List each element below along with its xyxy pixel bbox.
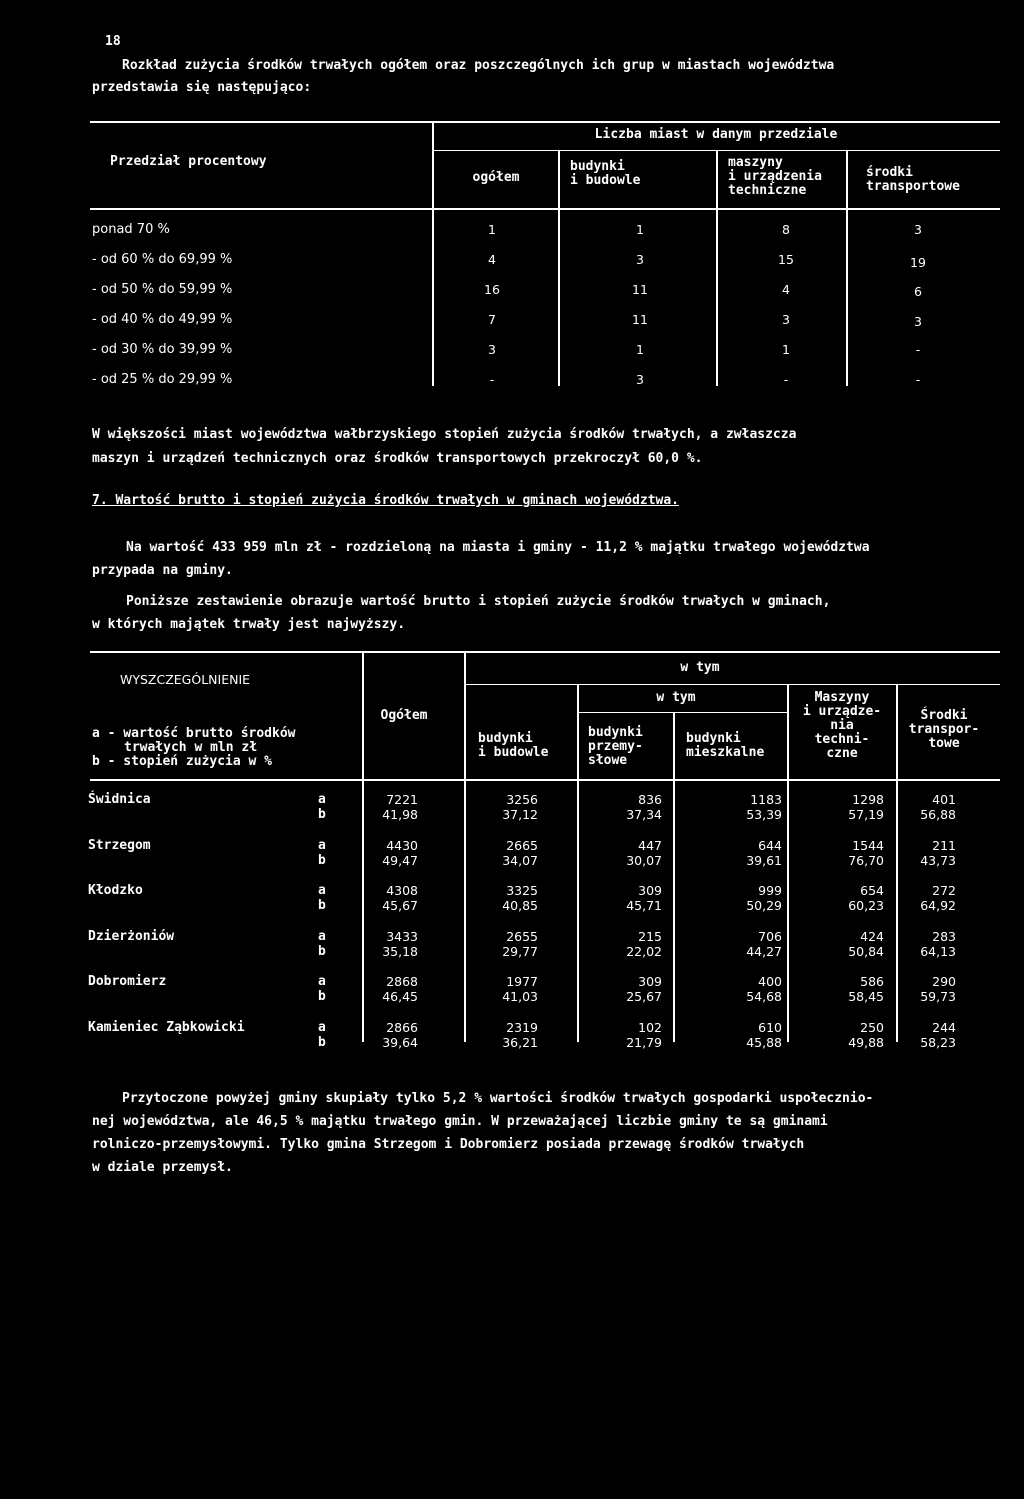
cell-a: 3325 xyxy=(506,883,538,898)
cell-srodki: - xyxy=(915,372,921,387)
row-marker-b: b xyxy=(318,943,326,959)
table-1-vline xyxy=(846,150,848,386)
table-2-col-mieszkalne: budynki mieszkalne xyxy=(686,731,765,760)
cell-a: 3256 xyxy=(506,792,538,807)
cell-ogolem: 1 xyxy=(488,222,496,237)
table-1-col-maszyny: maszyny i urządzenia techniczne xyxy=(728,155,822,198)
cell-budynki: 1 xyxy=(636,222,644,237)
cell-b: 50,29 xyxy=(746,898,782,913)
row-name: Dzierżoniów xyxy=(88,928,175,944)
cell-b: 29,77 xyxy=(502,943,538,959)
cell-a: 654 xyxy=(860,883,884,898)
cell-b: 59,73 xyxy=(920,989,956,1004)
cell-b: 37,12 xyxy=(502,807,538,822)
row-marker-b: b xyxy=(318,852,326,868)
cell-b: 58,45 xyxy=(848,989,884,1004)
para-4-line-2: nej województwa, ale 46,5 % majątku trwałego gmin. W przeważającej liczbie gminy te są gminami xyxy=(92,1114,828,1129)
cell-b: 30,07 xyxy=(626,852,662,868)
para-4-line-1: Przytoczone powyżej gminy skupiały tylko 5,2 % wartości środków trwałych gospodarki uspołecznio- xyxy=(122,1091,874,1106)
cell-a: 283 xyxy=(932,928,956,944)
cell-maszyny: 3 xyxy=(782,312,790,327)
cell-a: 211 xyxy=(932,837,956,853)
cell-b: 49,47 xyxy=(382,852,418,868)
cell-b: 25,67 xyxy=(626,989,662,1004)
cell-budynki: 3 xyxy=(636,252,644,267)
table-2-legend: a - wartość brutto środków trwałych w mln zł b - stopień zużycia w % xyxy=(92,726,296,769)
table-2-vline xyxy=(673,713,675,1042)
cell-a: 1298 xyxy=(852,792,884,807)
cell-budynki: 3 xyxy=(636,372,644,387)
cell-srodki: 6 xyxy=(914,284,922,299)
cell-b: 45,67 xyxy=(382,898,418,913)
cell-budynki: 1 xyxy=(636,342,644,357)
cell-a: 999 xyxy=(758,883,782,898)
table-2-wtym-inner-rule xyxy=(578,712,788,713)
cell-srodki: - xyxy=(915,342,921,357)
row-name: Kamieniec Ząbkowicki xyxy=(88,1019,245,1035)
cell-b: 35,18 xyxy=(382,943,418,959)
cell-b: 22,02 xyxy=(626,943,662,959)
cell-ogolem: 4 xyxy=(488,252,496,267)
para-1-line-2: maszyn i urządzeń technicznych oraz środków transportowych przekroczył 60,0 %. xyxy=(92,451,703,466)
table-1-vline xyxy=(432,122,434,386)
cell-a: 644 xyxy=(758,837,782,853)
para-3-line-2: w których majątek trwały jest najwyższy. xyxy=(92,617,406,632)
cell-b: 76,70 xyxy=(848,852,884,868)
para-4-line-4: w dziale przemysł. xyxy=(92,1160,233,1175)
cell-a: 309 xyxy=(638,974,662,989)
row-marker-b: b xyxy=(318,989,326,1004)
row-marker-a: a xyxy=(318,1019,326,1035)
cell-b: 41,03 xyxy=(502,989,538,1004)
cell-a: 7221 xyxy=(386,792,418,807)
row-label: - od 50 % do 59,99 % xyxy=(92,282,233,297)
cell-maszyny: 4 xyxy=(782,282,790,297)
cell-srodki: 3 xyxy=(914,314,922,329)
cell-b: 44,27 xyxy=(746,943,782,959)
para-3-line-1: Poniższe zestawienie obrazuje wartość brutto i stopień zużycie środków trwałych w gminach, xyxy=(126,594,831,609)
cell-a: 1183 xyxy=(750,792,782,807)
cell-a: 706 xyxy=(758,928,782,944)
intro-line-1: Rozkład zużycia środków trwałych ogółem oraz poszczególnych ich grup w miastach województwa xyxy=(122,58,835,73)
table-1-header-left: Przedział procentowy xyxy=(110,154,267,169)
cell-budynki: 11 xyxy=(632,312,648,327)
row-label: - od 60 % do 69,99 % xyxy=(92,252,233,267)
cell-maszyny: 15 xyxy=(778,252,794,267)
cell-b: 60,23 xyxy=(848,898,884,913)
cell-a: 244 xyxy=(932,1019,956,1035)
row-marker-b: b xyxy=(318,898,326,913)
cell-b: 56,88 xyxy=(920,807,956,822)
cell-budynki: 11 xyxy=(632,282,648,297)
cell-b: 57,19 xyxy=(848,807,884,822)
table-2-vline xyxy=(464,652,466,1042)
table-2-col-srodki: Środki transpor- towe xyxy=(908,708,980,751)
cell-b: 41,98 xyxy=(382,807,418,822)
row-marker-b: b xyxy=(318,807,326,822)
cell-b: 43,73 xyxy=(920,852,956,868)
row-marker-a: a xyxy=(318,837,326,853)
para-4-line-3: rolniczo-przemysłowymi. Tylko gmina Strzegom i Dobromierz posiada przewagę środków trwałych xyxy=(92,1137,805,1152)
table-2-w-tym-inner: w tym xyxy=(656,690,696,705)
cell-b: 58,23 xyxy=(920,1034,956,1050)
cell-ogolem: 16 xyxy=(484,282,500,297)
para-1-line-1: W większości miast województwa wałbrzyskiego stopień zużycia środków trwałych, a zwłaszcza xyxy=(92,427,797,442)
cell-a: 250 xyxy=(860,1019,884,1035)
table-2-col-przemyslowe: budynki przemy- słowe xyxy=(588,725,643,768)
para-2-line-2: przypada na gminy. xyxy=(92,563,233,578)
page-number: 18 xyxy=(105,34,121,49)
row-label: - od 40 % do 49,99 % xyxy=(92,312,233,327)
row-label: - od 30 % do 39,99 % xyxy=(92,342,233,357)
cell-a: 1977 xyxy=(506,974,538,989)
table-2-col-ogolem: Ogółem xyxy=(380,708,428,723)
row-name: Świdnica xyxy=(88,792,151,807)
cell-a: 2655 xyxy=(506,928,538,944)
cell-a: 272 xyxy=(932,883,956,898)
row-marker-a: a xyxy=(318,928,326,944)
table-2-vline xyxy=(787,685,789,1042)
cell-a: 4430 xyxy=(386,837,418,853)
row-name: Dobromierz xyxy=(88,974,167,989)
cell-a: 290 xyxy=(932,974,956,989)
cell-a: 3433 xyxy=(386,928,418,944)
section-heading: 7. Wartość brutto i stopień zużycia środków trwałych w gminach województwa. xyxy=(92,493,679,508)
cell-b: 34,07 xyxy=(502,852,538,868)
cell-a: 2665 xyxy=(506,837,538,853)
cell-b: 36,21 xyxy=(502,1034,538,1050)
table-1-col-budynki: budynki i budowle xyxy=(570,159,641,188)
cell-b: 53,39 xyxy=(746,807,782,822)
row-marker-a: a xyxy=(318,974,326,989)
cell-a: 2319 xyxy=(506,1019,538,1035)
cell-b: 21,79 xyxy=(626,1034,662,1050)
table-1-vline xyxy=(558,150,560,386)
cell-b: 37,34 xyxy=(626,807,662,822)
row-name: Kłodzko xyxy=(88,883,143,898)
cell-b: 50,84 xyxy=(848,943,884,959)
table-2-top-rule xyxy=(90,651,1000,653)
table-2-header-rule xyxy=(90,779,1000,781)
cell-b: 49,88 xyxy=(848,1034,884,1050)
cell-a: 2866 xyxy=(386,1019,418,1035)
row-marker-a: a xyxy=(318,792,326,807)
cell-a: 400 xyxy=(758,974,782,989)
cell-a: 215 xyxy=(638,928,662,944)
table-2-vline xyxy=(362,652,364,1042)
para-2-line-1: Na wartość 433 959 mln zł - rozdzieloną na miasta i gminy - 11,2 % majątku trwałego województwa xyxy=(126,540,870,555)
cell-b: 45,71 xyxy=(626,898,662,913)
cell-maszyny: 8 xyxy=(782,222,790,237)
cell-b: 45,88 xyxy=(746,1034,782,1050)
cell-a: 836 xyxy=(638,792,662,807)
table-2-w-tym: w tym xyxy=(680,660,720,675)
cell-ogolem: 7 xyxy=(488,312,496,327)
cell-b: 39,61 xyxy=(746,852,782,868)
intro-line-2: przedstawia się następująco: xyxy=(92,80,312,95)
cell-a: 610 xyxy=(758,1019,782,1035)
cell-maszyny: - xyxy=(783,372,789,387)
row-marker-b: b xyxy=(318,1034,326,1050)
row-name: Strzegom xyxy=(88,837,151,853)
cell-b: 64,92 xyxy=(920,898,956,913)
row-marker-a: a xyxy=(318,883,326,898)
cell-b: 54,68 xyxy=(746,989,782,1004)
cell-a: 2868 xyxy=(386,974,418,989)
cell-a: 1544 xyxy=(852,837,884,853)
row-label: - od 25 % do 29,99 % xyxy=(92,372,233,387)
cell-b: 46,45 xyxy=(382,989,418,1004)
table-1-header-top: Liczba miast w danym przedziale xyxy=(594,127,838,142)
cell-a: 309 xyxy=(638,883,662,898)
table-2-wtym-rule xyxy=(464,684,1000,685)
cell-srodki: 3 xyxy=(914,222,922,237)
cell-a: 4308 xyxy=(386,883,418,898)
table-2-header-title: WYSZCZEGÓLNIENIE xyxy=(120,672,251,687)
row-label: ponad 70 % xyxy=(92,222,170,237)
table-1-top-rule xyxy=(90,121,1000,123)
table-2-col-budynki: budynki i budowle xyxy=(478,731,549,760)
table-1-header-rule xyxy=(90,208,1000,210)
table-2-col-maszyny: Maszyny i urządze- nia techni- czne xyxy=(802,690,882,761)
cell-b: 39,64 xyxy=(382,1034,418,1050)
cell-a: 102 xyxy=(638,1019,662,1035)
cell-b: 40,85 xyxy=(502,898,538,913)
cell-b: 64,13 xyxy=(920,943,956,959)
table-2-vline xyxy=(577,685,579,1042)
table-1-col-ogolem: ogółem xyxy=(472,170,520,185)
cell-maszyny: 1 xyxy=(782,342,790,357)
cell-a: 401 xyxy=(932,792,956,807)
cell-a: 424 xyxy=(860,928,884,944)
table-1-col-srodki: środki transportowe xyxy=(866,165,960,194)
cell-ogolem: 3 xyxy=(488,342,496,357)
cell-a: 447 xyxy=(638,837,662,853)
cell-a: 586 xyxy=(860,974,884,989)
cell-ogolem: - xyxy=(489,372,495,387)
cell-srodki: 19 xyxy=(910,255,926,270)
table-1-vline xyxy=(716,150,718,386)
table-2-vline xyxy=(896,685,898,1042)
